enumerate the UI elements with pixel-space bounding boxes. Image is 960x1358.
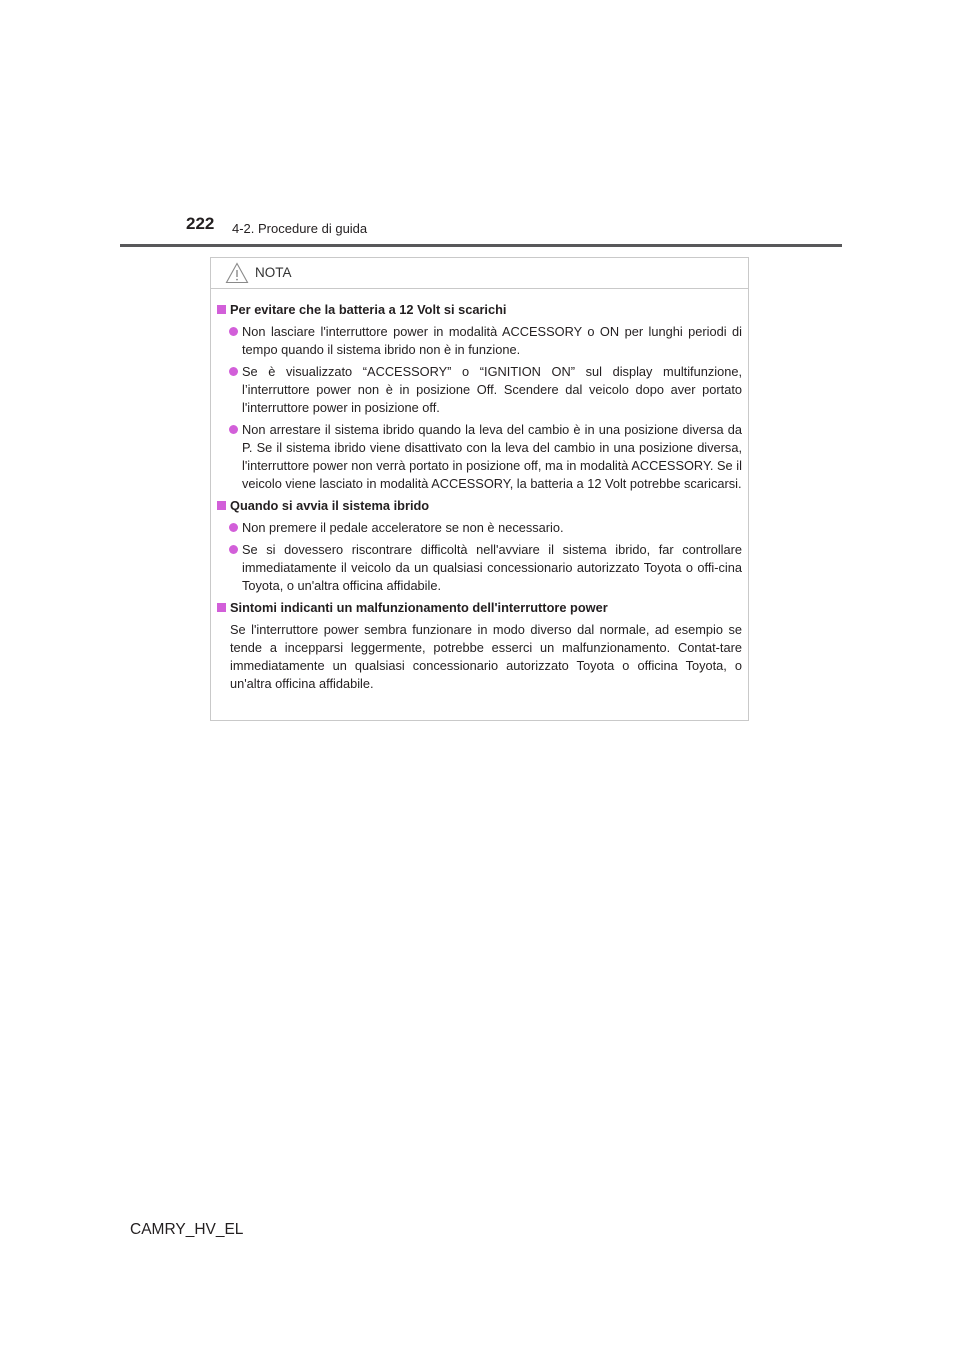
bullet-item: Se è visualizzato “ACCESSORY” o “IGNITION ON” sul display multifunzione, l’interruttore power non è in posizione Off. Scendere dal veicolo dopo aver portato l'interruttore power in posizione off. xyxy=(217,363,742,417)
warning-triangle-icon xyxy=(225,262,249,284)
note-box xyxy=(210,257,749,721)
bullet-item: Non lasciare l'interruttore power in modalità ACCESSORY o ON per lunghi periodi di tempo quando il sistema ibrido non è in funzione. xyxy=(217,323,742,359)
section-heading: Per evitare che la batteria a 12 Volt si scarichi xyxy=(217,301,742,319)
section-heading: Quando si avvia il sistema ibrido xyxy=(217,497,742,515)
note-body xyxy=(211,289,748,693)
footer-code: CAMRY_HV_EL xyxy=(130,1221,244,1238)
bullet-item: Non premere il pedale acceleratore se non è necessario. xyxy=(217,519,742,537)
section-paragraph: Se l'interruttore power sembra funzionare in modo diverso dal normale, ad esempio se tende a incepparsi leggermente, potrebbe esserci un malfunzionamento. Contat-tare immediatamente un qualsiasi concessionario autorizzato Toyota o officina Toyota, o un'altra officina affidabile. xyxy=(230,622,742,691)
bullet-item: Non arrestare il sistema ibrido quando la leva del cambio è in una posizione diversa da P. Se il sistema ibrido viene disattivato con la leva del cambio in una posizione diversa, l'interruttore power non verrà portato in posizione off, ma in modalità ACCESSORY. Se il veicolo viene lasciato in modalità ACCESSORY, la batteria a 12 Volt potrebbe scaricarsi. xyxy=(217,421,742,493)
bullet-item: Se si dovessero riscontrare difficoltà nell'avviare il sistema ibrido, far controllare immediatamente il veicolo da un qualsiasi concessionario autorizzato Toyota o offi-cina Toyota, o un'altra officina affidabile. xyxy=(217,541,742,595)
section-heading: Sintomi indicanti un malfunzionamento dell'interruttore power xyxy=(217,599,742,617)
section-title: 4-2. Procedure di guida xyxy=(232,221,368,236)
note-label: NOTA xyxy=(255,265,292,280)
note-header xyxy=(211,258,748,289)
page-number: 222 xyxy=(186,214,215,233)
header-rule xyxy=(120,244,842,247)
